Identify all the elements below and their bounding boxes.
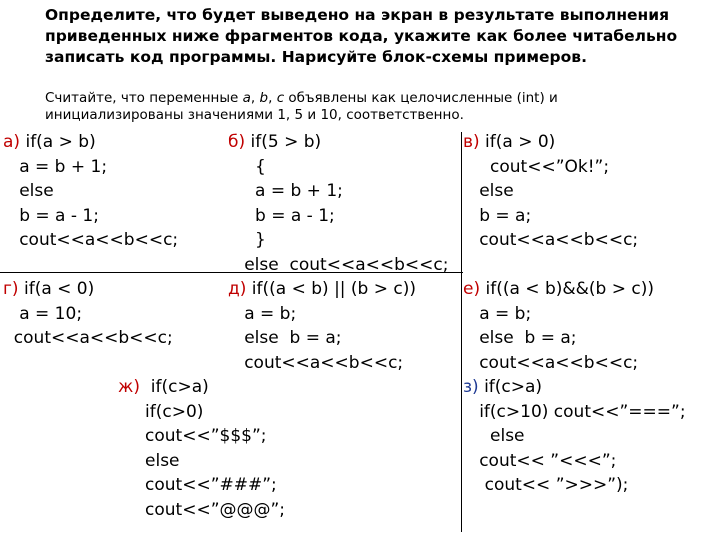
code-block-e [463,277,654,375]
code-text: if(c>10) cout<<”===”; [463,401,686,422]
code-line [3,179,178,204]
note-suffix: объявлены как целочисленные (int) и [284,90,558,106]
code-line [3,155,178,180]
code-line [228,179,448,204]
code-text: else cout<<a<<b<<c; [228,254,449,275]
code-line [228,302,416,327]
code-text: cout<<a<<b<<c; [3,230,179,250]
item-label: ж) [118,377,140,397]
variables-note [45,90,695,124]
code-line [228,155,448,180]
code-line [463,449,686,474]
item-label: г) [3,279,19,299]
code-text: a = b + 1; [3,156,108,177]
code-text: cout<<”@@@”; [118,499,286,520]
code-text: else [118,450,180,471]
code-line [463,326,654,351]
code-line [3,228,178,253]
code-text: else b = a; [463,328,577,348]
code-text: if((a < b)&&(b > c)) [480,279,654,299]
code-line [3,130,178,155]
code-text: a = b; [463,303,532,324]
code-text: a = 10; [3,303,83,324]
code-line [118,375,285,400]
code-line [228,228,448,253]
code-block-g [3,277,173,351]
code-line [3,302,173,327]
code-text: if(c>0) [118,401,204,422]
code-text: cout<<a<<b<<c; [3,328,173,348]
column-divider [461,132,462,532]
code-line [3,326,173,351]
item-label: а) [3,132,21,152]
code-text: a = b + 1; [228,181,343,201]
code-text: else [3,181,54,201]
code-line [463,155,638,180]
item-label: д) [228,279,247,299]
task-line-3: записать код программы. Нарисуйте блок-схемы примеров. [45,48,587,66]
var-a: a [242,90,251,106]
code-text: if(a > b) [20,132,96,152]
note-line-2: инициализированы значениями 1, 5 и 10, соответственно. [45,107,464,123]
code-line [118,449,285,474]
item-label: е) [463,279,481,299]
code-text: b = a - 1; [3,205,99,226]
code-line [463,424,686,449]
code-text: if(5 > b) [245,132,322,152]
code-block-v [463,130,638,253]
code-line [118,424,285,449]
code-line [463,228,638,253]
code-block-z [463,375,686,498]
code-line [228,130,448,155]
code-block-b [228,130,448,277]
code-line [463,130,638,155]
code-line [463,277,654,302]
code-line [228,351,416,376]
code-block-a [3,130,178,253]
code-line [463,400,686,425]
code-line [228,253,448,278]
code-line [228,204,448,229]
code-line [228,277,416,302]
code-text: else [463,426,525,446]
code-block-d [228,277,416,375]
code-line [118,498,285,523]
code-text: cout<<a<<b<<c; [228,352,404,373]
var-c: c [276,90,285,106]
code-text: if(c>a) [478,377,543,397]
note-sep-1: , [250,90,260,106]
task-line-2: приведенных ниже фрагментов кода, укажите как более читабельно [45,27,678,45]
code-line [3,204,178,229]
code-text: if((a < b) || (b > c)) [246,279,417,299]
item-label: в) [463,132,480,152]
code-line [118,473,285,498]
task-statement [45,5,685,68]
code-line [463,375,686,400]
code-line [228,326,416,351]
code-text: else [463,181,514,201]
item-label: б) [228,132,246,152]
code-line [463,351,654,376]
item-label: з) [463,377,479,397]
code-line [3,277,173,302]
code-text: } [228,230,266,250]
code-text: cout<< ”<<<”; [463,450,617,471]
note-line-1 [45,90,695,107]
code-line [463,302,654,327]
code-text: cout<<”$$$”; [118,426,267,446]
code-line [463,473,686,498]
code-text: cout<<”Ok!”; [463,156,610,177]
note-prefix: Считайте, что переменные [45,90,243,106]
var-b: b [259,90,269,106]
code-text: else b = a; [228,328,342,348]
code-text: cout<< ”>>>”); [463,475,629,495]
code-line [463,204,638,229]
task-line-1: Определите, что будет выведено на экран в результате выполнения [45,6,670,24]
code-text: cout<<”###”; [118,475,277,495]
code-line [463,179,638,204]
code-text: if(c>a) [139,377,209,397]
code-text: b = a - 1; [228,205,335,226]
code-line [118,400,285,425]
code-text: cout<<a<<b<<c; [463,352,639,373]
code-text: { [228,156,266,177]
code-block-zh [118,375,285,522]
note-sep-2: , [268,90,277,106]
code-text: a = b; [228,303,297,324]
code-text: cout<<a<<b<<c; [463,230,639,250]
code-text: if(a > 0) [479,132,556,152]
code-text: if(a < 0) [18,279,95,299]
code-text: b = a; [463,205,532,226]
